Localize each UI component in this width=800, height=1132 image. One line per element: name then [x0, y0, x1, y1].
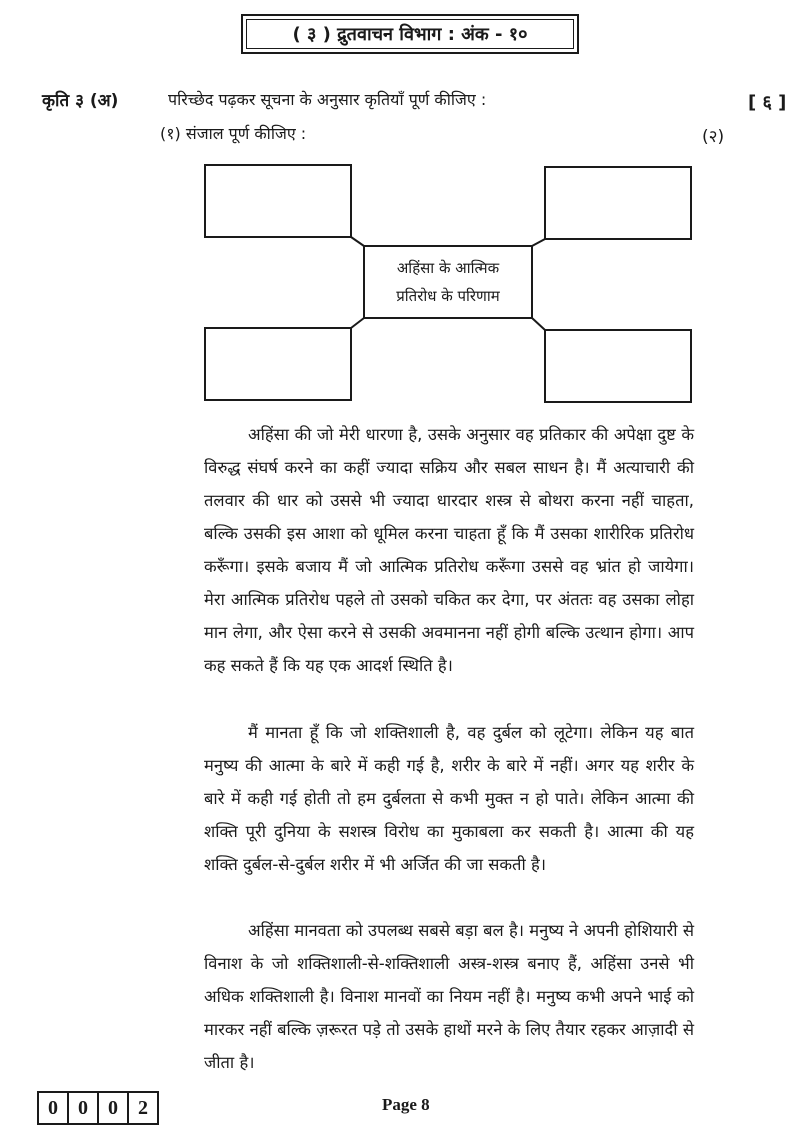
code-digit: 0: [97, 1091, 129, 1125]
connector-bottom-left: [351, 318, 364, 328]
paragraph-text: अहिंसा मानवता को उपलब्ध सबसे बड़ा बल है। मनुष्य ने अपनी होशियारी से विनाश के जो शक्तिशाली-से-शक्तिशाली अस्त्र-शस्त्र बनाए हैं, अहिंसा उनसे भी अधिक शक्तिशाली है। विनाश मानवों का नियम नहीं है। मनुष्य कभी अपने भाई को मारकर नहीं बल्कि ज़रूरत पड़े तो उसके हाथों मरने के लिए तैयार रहकर आज़ादी से जीता है।: [204, 921, 694, 1072]
answer-box-bottom-right[interactable]: [545, 330, 691, 402]
connector-top-right: [532, 239, 545, 246]
center-box-line-1: अहिंसा के आत्मिक: [396, 259, 500, 277]
center-box-line-2: प्रतिरोध के परिणाम: [396, 287, 500, 305]
sub-question-label: (१) संजाल पूर्ण कीजिए :: [160, 124, 307, 143]
center-box-label: [364, 246, 532, 318]
sub-question-marks: (२): [702, 127, 725, 147]
paragraph-text: अहिंसा की जो मेरी धारणा है, उसके अनुसार वह प्रतिकार की अपेक्षा दुष्ट के विरुद्ध संघर्ष करने का कहीं ज्यादा सक्रिय और सबल साधन है। मैं अत्याचारी की तलवार की धार को उससे भी ज्यादा धारदार शस्त्र से बोथरा करना नहीं चाहता, बल्कि उसकी इस आशा को धूमिल करना चाहता हूँ कि मैं उसका शारीरिक प्रतिरोध करूँगा। इसके बजाय मैं जो आत्मिक प्रतिरोध करूँगा उससे वह भ्रांत हो जायेगा। मेरा आत्मिक प्रतिरोध पहले तो उसको चकित कर देगा, पर अंततः वह उसका लोहा मान लेगा, और ऐसा करने से उसकी अवमानना नहीं होगी बल्कि उत्थान होगा। आप कह सकते हैं कि यह एक आदर्श स्थिति है।: [204, 425, 694, 675]
web-diagram: [0, 0, 800, 420]
passage-paragraph-2: [204, 716, 694, 881]
section-title-text: ( ३ ) द्रुतवाचन विभाग : अंक - १०: [292, 24, 528, 45]
paragraph-text: मैं मानता हूँ कि जो शक्तिशाली है, वह दुर्बल को लूटेगा। लेकिन यह बात मनुष्य की आत्मा के बारे में कही गई है, शरीर के बारे में नहीं। अगर यह शरीर के बारे में कही गई होती तो हम दुर्बलता से कभी मुक्त न हो पाते। लेकिन आत्मा की शक्ति पूरी दुनिया के सशस्त्र विरोध का मुकाबला कर सकती है। आत्मा की यह शक्ति दुर्बल-से-दुर्बल शरीर में भी अर्जित की जा सकती है।: [204, 723, 694, 874]
passage-paragraph-1: [204, 418, 694, 682]
code-digit: 2: [127, 1091, 159, 1125]
answer-box-top-left[interactable]: [205, 165, 351, 237]
passage-paragraph-3: [204, 914, 694, 1079]
question-marks: [ ६ ]: [748, 92, 787, 113]
paper-code: [37, 1091, 157, 1125]
answer-box-bottom-left[interactable]: [205, 328, 351, 400]
code-digit: 0: [67, 1091, 99, 1125]
question-label: कृति ३ (अ): [42, 91, 119, 111]
connector-bottom-right: [532, 318, 545, 330]
connector-top-left: [351, 237, 364, 246]
page-number: Page 8: [382, 1095, 430, 1114]
code-digit: 0: [37, 1091, 69, 1125]
answer-box-top-right[interactable]: [545, 167, 691, 239]
question-instruction: परिच्छेद पढ़कर सूचना के अनुसार कृतियाँ पूर्ण कीजिए :: [168, 90, 487, 109]
